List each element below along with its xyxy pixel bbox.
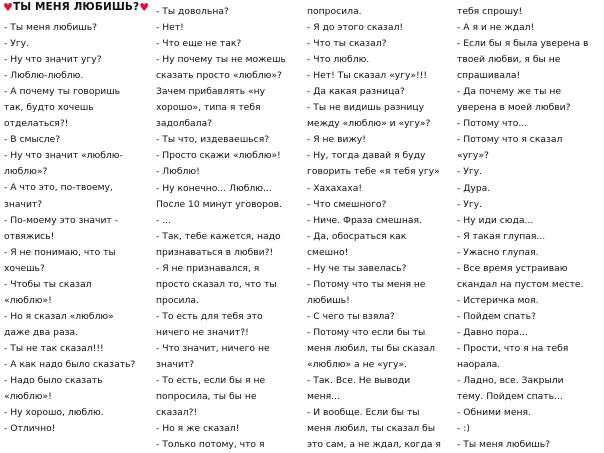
dialogue-line: - Ну что значит «люблю- xyxy=(4,150,123,162)
dialogue-line: - Ну хорошо, люблю. xyxy=(4,407,104,419)
dialogue-line: меня любил, ты сказал бы xyxy=(307,423,435,435)
dialogue-line: «люблю»! xyxy=(4,391,52,403)
dialogue-line: между «люблю» и «угу»? xyxy=(307,118,431,130)
heart-icon: ♥ xyxy=(3,0,13,14)
dialogue-line: сказать просто «люблю»? xyxy=(156,70,282,82)
dialogue-line: «люблю»! xyxy=(4,294,52,306)
dialogue-line: - Я не вижу! xyxy=(307,134,366,146)
dialogue-line: скандал на пустом месте. xyxy=(457,278,584,290)
dialogue-line: - А что это, по-твоему, xyxy=(4,182,113,194)
dialogue-line: смешно! xyxy=(307,246,349,258)
dialogue-line: даже два раза. xyxy=(4,326,79,338)
dialogue-line: ничего не значит?! xyxy=(156,326,249,338)
title-text: ТЫ МЕНЯ ЛЮБИШЬ? xyxy=(12,1,140,13)
dialogue-line: меня любил, ты бы сказал xyxy=(307,342,435,354)
dialogue-line: - Отлично! xyxy=(4,423,56,435)
dialogue-line: - Что люблю. xyxy=(307,54,370,66)
dialogue-line: значит? xyxy=(4,198,43,210)
dialogue-line: - Люблю-люблю. xyxy=(4,70,84,82)
dialogue-line: просила. xyxy=(156,294,199,306)
dialogue-line: - Я до этого сказал! xyxy=(307,22,404,34)
dialogue-line: - Да, обосраться как xyxy=(307,230,407,242)
dialogue-line: - Ну че ты завелась? xyxy=(307,262,407,274)
dialogue-line: - Нет! xyxy=(156,22,184,34)
dialogue-line: - Но я же сказал! xyxy=(156,423,240,435)
dialogue-line: - Ну иди сюда... xyxy=(457,214,534,226)
dialogue-line: - Чтобы ты сказал xyxy=(4,278,92,290)
dialogue-line: - Но я сказал «люблю» xyxy=(4,310,114,322)
dialogue-line: - Потому что ты меня не xyxy=(307,278,426,290)
dialogue-line: - Люблю! xyxy=(156,166,200,178)
dialogue-line: - То есть для тебя это xyxy=(156,310,263,322)
dialogue-line: тему. Пойдем спать... xyxy=(457,391,563,403)
dialogue-line: люблю»? xyxy=(4,166,48,178)
dialogue-column-2 xyxy=(156,4,296,453)
dialogue-line: - Все время устраиваю xyxy=(457,262,568,274)
dialogue-line: это сам, а не ждал, когда я xyxy=(307,439,441,451)
dialogue-line: - Да почему же ты не xyxy=(457,86,561,98)
dialogue-line: - Надо было сказать xyxy=(4,375,103,387)
dialogue-line: любишь! xyxy=(307,294,350,306)
dialogue-line: «люблю» а не «угу». xyxy=(307,359,408,371)
dialogue-line: спрашивала! xyxy=(457,70,521,82)
dialogue-line: - :) xyxy=(457,423,470,435)
dialogue-line: - Ты не так сказал!!! xyxy=(4,342,104,354)
dialogue-line: хорошо», типа я тебя xyxy=(156,102,261,114)
dialogue-line: - Потому что я сказал xyxy=(457,134,563,146)
dialogue-line: - Угу. xyxy=(457,198,483,210)
dialogue-line: После 10 минут уговоров. xyxy=(156,198,282,210)
dialogue-line: твоей любви, я бы не xyxy=(457,54,561,66)
dialogue-line: - Просто скажи «люблю»! xyxy=(156,150,281,162)
dialogue-line: - Я не понимаю, что ты xyxy=(4,246,116,258)
dialogue-line: просто сказал то, что ты xyxy=(156,278,277,290)
dialogue-line: попросила, ты бы не xyxy=(156,391,257,403)
heart-icon: ♥ xyxy=(139,0,150,14)
dialogue-line: - А я и не ждал! xyxy=(457,22,535,34)
dialogue-column-1 xyxy=(4,20,144,437)
dialogue-line: - Так. Все. Не выводи xyxy=(307,375,411,387)
dialogue-line: - Ну, тогда давай я буду xyxy=(307,150,426,162)
dialogue-line: - Хахахаха! xyxy=(307,182,363,194)
dialogue-line: хочешь? xyxy=(4,262,45,274)
dialogue-line: - Потому что... xyxy=(457,118,528,130)
dialogue-line: уверена в моей любви? xyxy=(457,102,571,114)
dialogue-line: - Если бы я была уверена в xyxy=(457,38,589,50)
dialogue-line: - Ну что значит угу? xyxy=(4,54,102,66)
dialogue-line: - Обними меня. xyxy=(457,407,531,419)
dialogue-line: - Ты не видишь разницу xyxy=(307,102,425,114)
dialogue-line: - Так, тебе кажется, надо xyxy=(156,230,281,242)
dialogue-column-3 xyxy=(307,4,447,453)
dialogue-line: - Пойдем спать? xyxy=(457,310,536,322)
dialogue-line: - Ты довольна? xyxy=(156,6,229,17)
dialogue-line: - Нет! Ты сказал «угу»!!! xyxy=(307,70,428,82)
dialogue-line: - Ужасно глупая. xyxy=(457,246,539,258)
dialogue-line: - Ты меня любишь? xyxy=(457,439,551,451)
dialogue-line: говорить тебе «я тебя угу» xyxy=(307,166,440,178)
dialogue-line: - Ты что, издеваешься? xyxy=(156,134,270,146)
dialogue-line: меня... xyxy=(307,391,340,403)
dialogue-line: отделаться?! xyxy=(4,118,69,130)
dialogue-line: - Ладно, все. Закрыли xyxy=(457,375,564,387)
dialogue-line: попросила. xyxy=(307,6,362,17)
dialogue-line: - А почему ты говоришь xyxy=(4,86,121,98)
dialogue-line: - Да какая разница? xyxy=(307,86,405,98)
dialogue-line: - А как надо было сказать? xyxy=(4,358,136,370)
dialogue-line: - В смысле? xyxy=(4,134,61,146)
dialogue-line: - По-моему это значит - xyxy=(4,214,119,226)
dialogue-line: - Угу. xyxy=(4,38,30,50)
dialogue-line: - Ну почему ты не можешь xyxy=(156,54,286,66)
dialogue-line: тебя спрошу! xyxy=(457,6,523,17)
dialogue-line: признаваться в любви?! xyxy=(156,246,274,258)
dialogue-line: - То есть, если бы я не xyxy=(156,375,266,387)
dialogue-line: - Я такая глупая... xyxy=(457,230,546,242)
dialogue-line: - Ниче. Фраза смешная. xyxy=(307,214,422,226)
dialogue-line: значит? xyxy=(156,359,195,371)
dialogue-line: наорала. xyxy=(457,359,501,371)
dialogue-line: сказал?! xyxy=(156,407,198,419)
dialogue-line: - Я не признавался, я xyxy=(156,262,260,274)
dialogue-line: - Ну конечно... Люблю... xyxy=(156,182,272,194)
dialogue-line: Зачем прибавлять «ну xyxy=(156,86,266,98)
dialogue-line: задолбала? xyxy=(156,118,213,130)
dialogue-line: - Дура. xyxy=(457,182,491,194)
dialogue-line: - Потому что если бы ты xyxy=(307,326,426,338)
dialogue-line: - Только потому, что я xyxy=(156,439,265,451)
dialogue-line: - Что еще не так? xyxy=(156,38,242,50)
dialogue-line: отвяжись! xyxy=(4,230,55,242)
dialogue-line: так, будто хочешь xyxy=(4,102,94,114)
dialogue-line: - Истеричка моя. xyxy=(457,294,539,306)
dialogue-line: - Прости, что я на тебя xyxy=(457,342,569,354)
dialogue-line: «угу»? xyxy=(457,150,489,162)
dialogue-line: - С чего ты взяла? xyxy=(307,310,395,322)
dialogue-line: - Ты меня любишь? xyxy=(4,22,98,33)
dialogue-line: - И вообще. Если бы ты xyxy=(307,407,420,419)
dialogue-line: - Что смешного? xyxy=(307,198,387,210)
dialogue-line: - Угу. xyxy=(457,166,483,178)
dialogue-line: - Что ты сказал? xyxy=(307,38,387,50)
page-title xyxy=(3,1,149,13)
dialogue-line: - Давно пора... xyxy=(457,326,528,338)
dialogue-line: - Что значит, ничего не xyxy=(156,342,270,354)
dialogue-column-4 xyxy=(457,4,602,453)
dialogue-line: - ... xyxy=(156,214,171,226)
